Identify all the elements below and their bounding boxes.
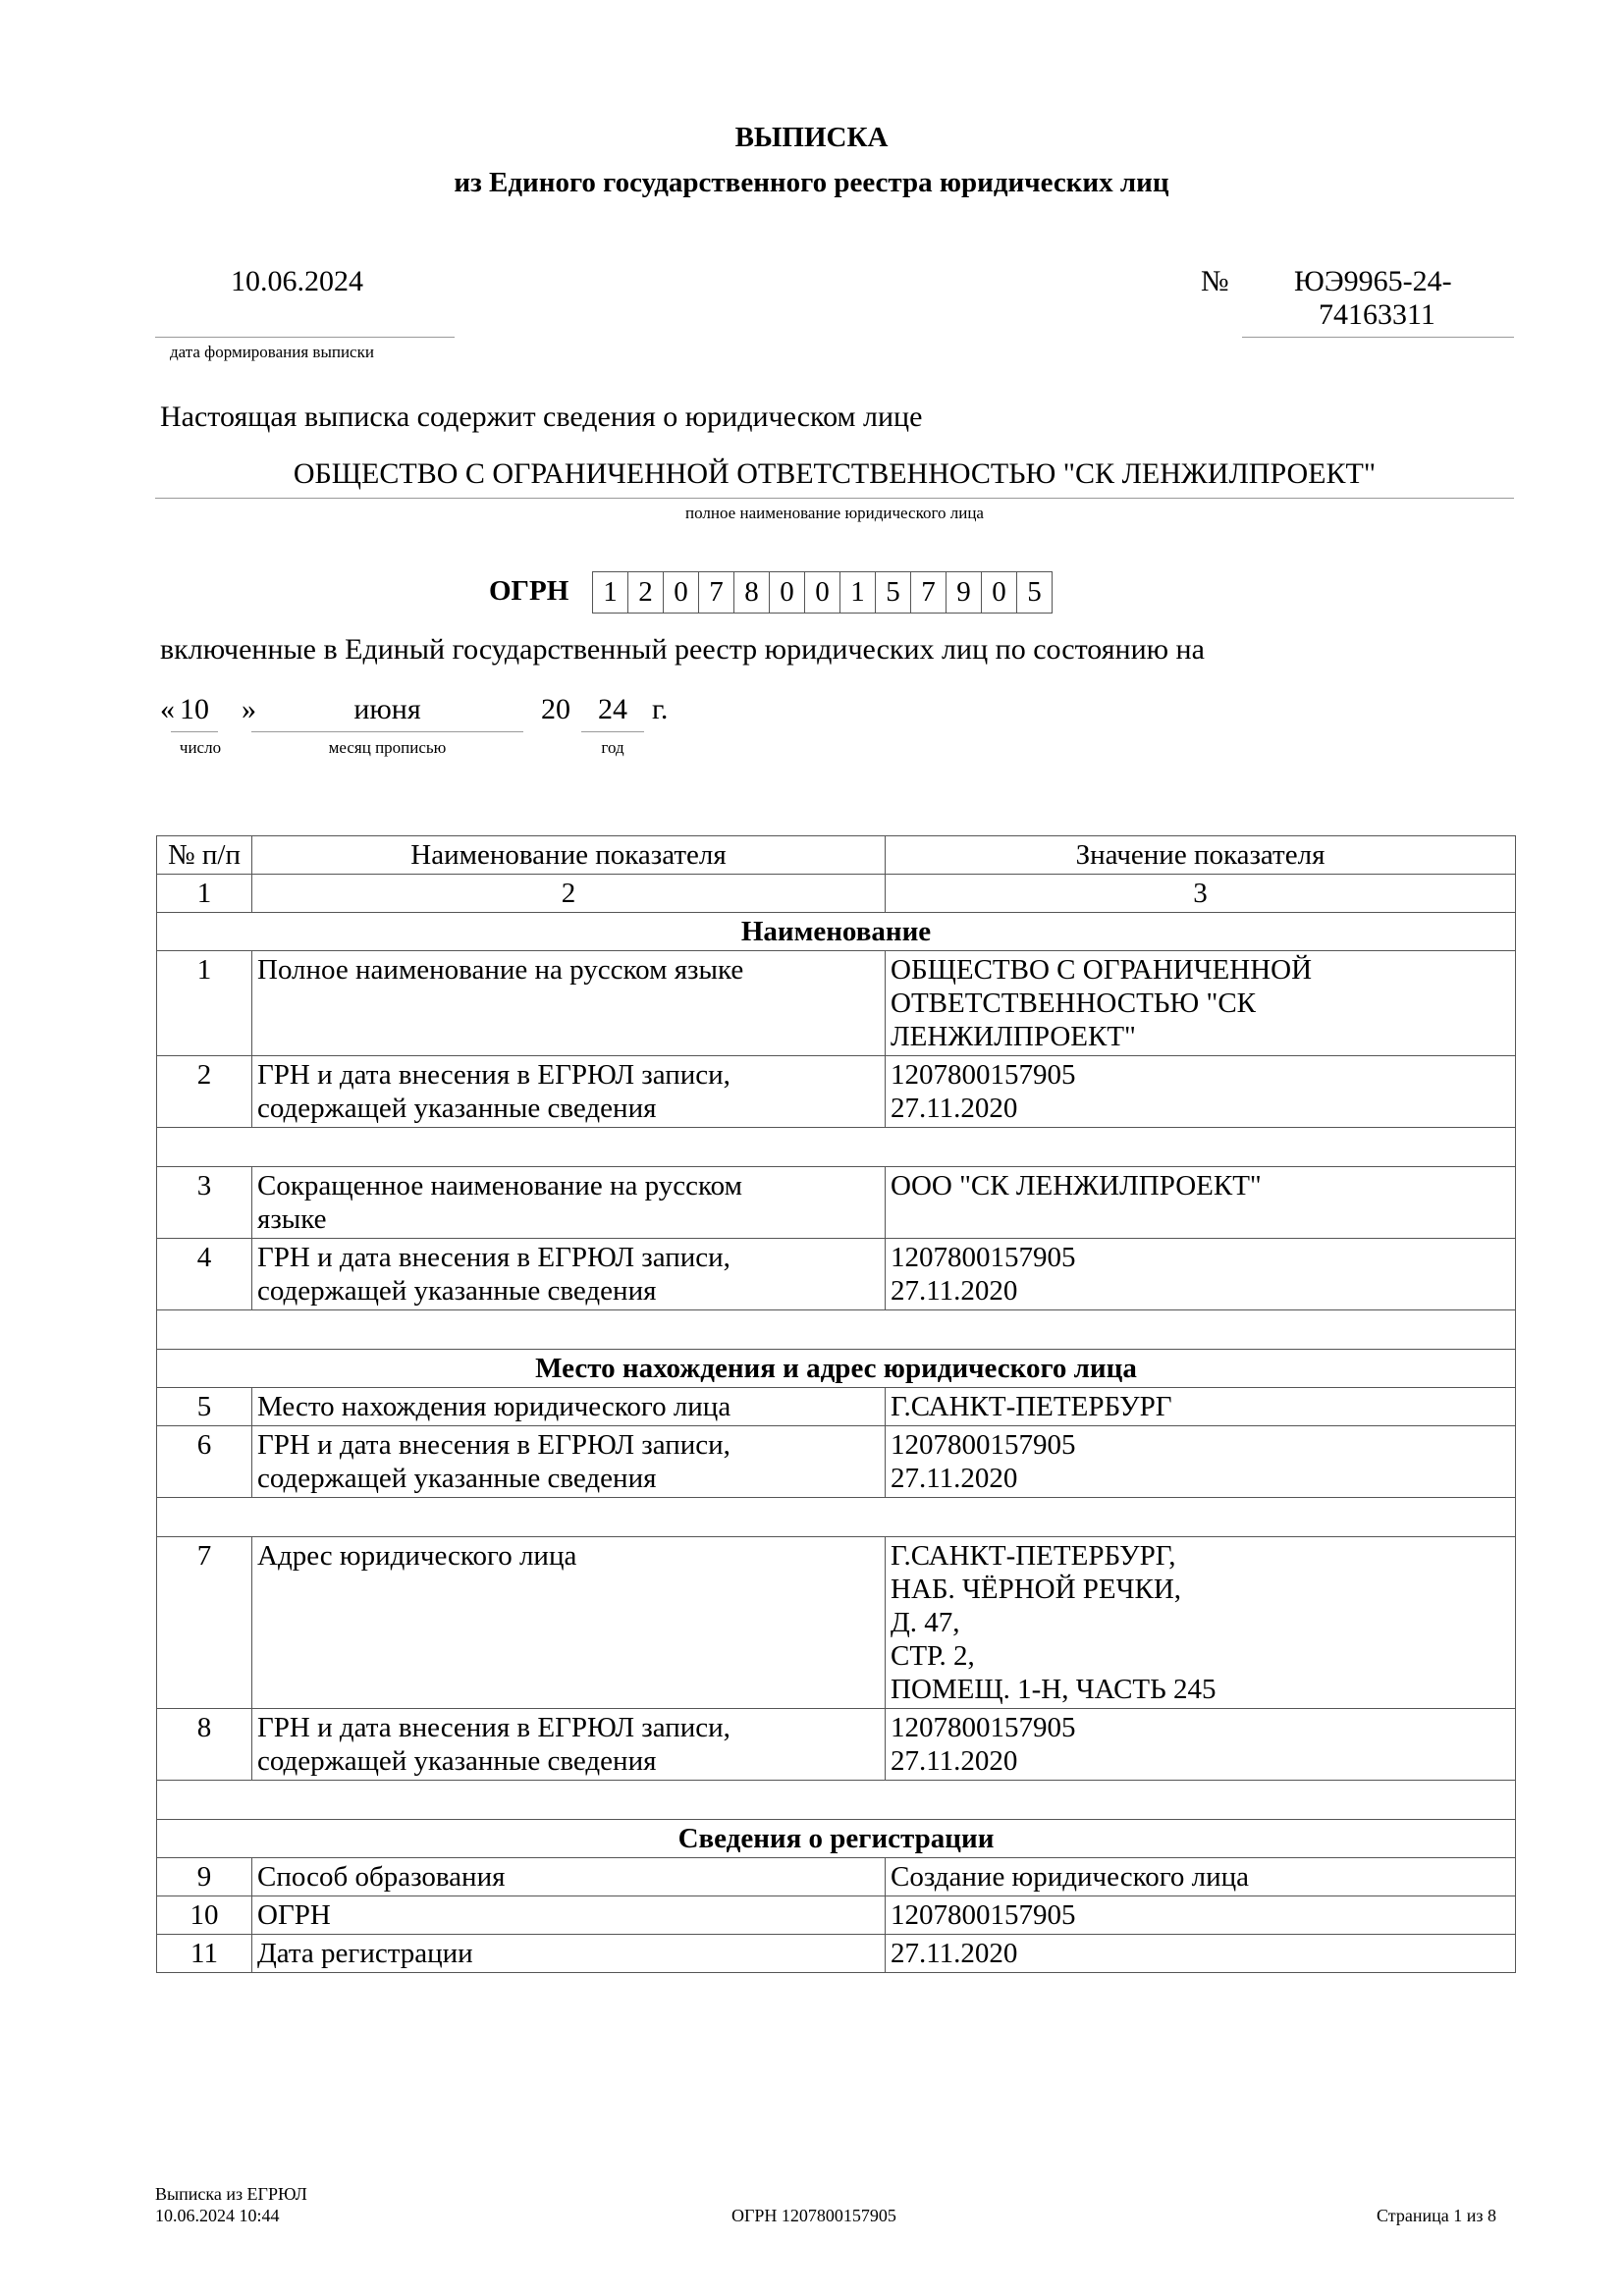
row-value: 27.11.2020	[886, 1935, 1516, 1973]
blank-row	[157, 1310, 1516, 1350]
row-value: ОБЩЕСТВО С ОГРАНИЧЕННОЙ ОТВЕТСТВЕННОСТЬЮ "СК ЛЕНЖИЛПРОЕКТ"	[886, 951, 1516, 1056]
ogrn-digit: 1	[592, 571, 628, 614]
row-indicator: Полное наименование на русском языке	[252, 951, 886, 1056]
row-indicator: ГРН и дата внесения в ЕГРЮЛ записи, содержащей указанные сведения	[252, 1239, 886, 1310]
number-underline	[1242, 337, 1514, 338]
row-number: 11	[157, 1935, 252, 1973]
header-cell: № п/п	[157, 836, 252, 875]
row-number: 5	[157, 1388, 252, 1426]
table-row	[157, 1896, 1516, 1935]
row-number: 6	[157, 1426, 252, 1498]
ogrn-digit: 7	[698, 571, 734, 614]
ogrn-digit: 9	[946, 571, 982, 614]
table-row	[157, 1056, 1516, 1128]
row-value: 1207800157905 27.11.2020	[886, 1709, 1516, 1781]
ogrn-digit: 0	[769, 571, 805, 614]
row-number: 10	[157, 1896, 252, 1935]
date-underline	[155, 337, 455, 338]
year-caption: год	[601, 738, 624, 757]
blank-row	[157, 1128, 1516, 1167]
blank-row	[157, 1781, 1516, 1820]
ogrn-digit: 8	[733, 571, 770, 614]
ogrn-label: ОГРН	[489, 575, 569, 607]
table-header-row	[157, 836, 1516, 875]
document-subtitle: из Единого государственного реестра юридических лиц	[454, 167, 1169, 198]
ogrn-digit-boxes	[593, 571, 1053, 614]
table-row	[157, 1858, 1516, 1896]
year-underline	[581, 731, 644, 732]
row-number: 3	[157, 1167, 252, 1239]
row-value: Г.САНКТ-ПЕТЕРБУРГ, НАБ. ЧЁРНОЙ РЕЧКИ, Д. 47, СТР. 2, ПОМЕЩ. 1-Н, ЧАСТЬ 245	[886, 1537, 1516, 1709]
section-row	[157, 913, 1516, 951]
row-number: 9	[157, 1858, 252, 1896]
row-value: Создание юридического лица	[886, 1858, 1516, 1896]
row-number: 4	[157, 1239, 252, 1310]
row-indicator: Способ образования	[252, 1858, 886, 1896]
column-numbers-row	[157, 875, 1516, 913]
section-title: Наименование	[157, 913, 1516, 951]
year-unit: г.	[652, 693, 669, 725]
row-value: 1207800157905 27.11.2020	[886, 1426, 1516, 1498]
table-row	[157, 951, 1516, 1056]
intro-text: Настоящая выписка содержит сведения о юридическом лице	[160, 400, 923, 433]
blank-cell	[157, 1128, 1516, 1167]
day-underline	[171, 731, 218, 732]
row-number: 1	[157, 951, 252, 1056]
as-of-month: июня	[353, 693, 421, 725]
blank-cell	[157, 1310, 1516, 1350]
blank-cell	[157, 1781, 1516, 1820]
table-row	[157, 1709, 1516, 1781]
row-value: 1207800157905	[886, 1896, 1516, 1935]
row-indicator: ГРН и дата внесения в ЕГРЮЛ записи, содержащей указанные сведения	[252, 1426, 886, 1498]
document-title: ВЫПИСКА	[734, 122, 889, 153]
date-caption: дата формирования выписки	[170, 343, 374, 361]
statement-number-line1: ЮЭ9965-24-	[1294, 265, 1452, 297]
row-indicator: Дата регистрации	[252, 1935, 886, 1973]
row-value: Г.САНКТ-ПЕТЕРБУРГ	[886, 1388, 1516, 1426]
row-number: 7	[157, 1537, 252, 1709]
row-value: 1207800157905 27.11.2020	[886, 1239, 1516, 1310]
ogrn-digit: 2	[627, 571, 664, 614]
ogrn-digit: 0	[981, 571, 1017, 614]
header-cell: Значение показателя	[886, 836, 1516, 875]
row-indicator: ГРН и дата внесения в ЕГРЮЛ записи, содержащей указанные сведения	[252, 1709, 886, 1781]
table-row	[157, 1426, 1516, 1498]
month-caption: месяц прописью	[328, 738, 447, 757]
company-full-name: ОБЩЕСТВО С ОГРАНИЧЕННОЙ ОТВЕТСТВЕННОСТЬЮ "СК ЛЕНЖИЛПРОЕКТ"	[293, 457, 1377, 490]
row-indicator: ОГРН	[252, 1896, 886, 1935]
ogrn-digit: 0	[804, 571, 840, 614]
row-number: 8	[157, 1709, 252, 1781]
table-row	[157, 1935, 1516, 1973]
column-number-cell: 1	[157, 875, 252, 913]
row-indicator: Сокращенное наименование на русском языке	[252, 1167, 886, 1239]
section-title: Сведения о регистрации	[157, 1820, 1516, 1858]
blank-cell	[157, 1498, 1516, 1537]
section-title: Место нахождения и адрес юридического лица	[157, 1350, 1516, 1388]
included-text: включенные в Единый государственный реестр юридических лиц по состоянию на	[160, 633, 1205, 666]
header-cell: Наименование показателя	[252, 836, 886, 875]
row-indicator: ГРН и дата внесения в ЕГРЮЛ записи, содержащей указанные сведения	[252, 1056, 886, 1128]
section-row	[157, 1350, 1516, 1388]
statement-number-line2: 74163311	[1319, 298, 1435, 331]
table-row	[157, 1167, 1516, 1239]
column-number-cell: 2	[252, 875, 886, 913]
statement-date: 10.06.2024	[231, 265, 363, 297]
row-value: ООО "СК ЛЕНЖИЛПРОЕКТ"	[886, 1167, 1516, 1239]
row-indicator: Место нахождения юридического лица	[252, 1388, 886, 1426]
ogrn-digit: 0	[663, 571, 699, 614]
column-number-cell: 3	[886, 875, 1516, 913]
row-indicator: Адрес юридического лица	[252, 1537, 886, 1709]
footer-ogrn: ОГРН 1207800157905	[731, 2206, 896, 2225]
table-row	[157, 1388, 1516, 1426]
egrul-table	[156, 835, 1516, 1973]
company-name-caption: полное наименование юридического лица	[685, 504, 984, 522]
month-underline	[251, 731, 523, 732]
day-caption: число	[179, 738, 222, 757]
number-sign: №	[1201, 265, 1229, 297]
year-suffix: 24	[598, 693, 627, 725]
footer-timestamp: 10.06.2024 10:44	[155, 2206, 280, 2225]
table-row	[157, 1537, 1516, 1709]
table-row	[157, 1239, 1516, 1310]
as-of-day: 10	[180, 693, 209, 725]
footer-doc-name: Выписка из ЕГРЮЛ	[155, 2184, 307, 2204]
company-name-underline	[155, 498, 1514, 499]
section-row	[157, 1820, 1516, 1858]
ogrn-digit: 5	[1016, 571, 1053, 614]
row-value: 1207800157905 27.11.2020	[886, 1056, 1516, 1128]
ogrn-digit: 1	[839, 571, 876, 614]
blank-row	[157, 1498, 1516, 1537]
year-prefix: 20	[541, 693, 570, 725]
open-quote: «	[160, 693, 175, 725]
footer-page-number: Страница 1 из 8	[1377, 2206, 1496, 2225]
row-number: 2	[157, 1056, 252, 1128]
ogrn-digit: 5	[875, 571, 911, 614]
ogrn-digit: 7	[910, 571, 947, 614]
close-quote: »	[242, 693, 256, 725]
